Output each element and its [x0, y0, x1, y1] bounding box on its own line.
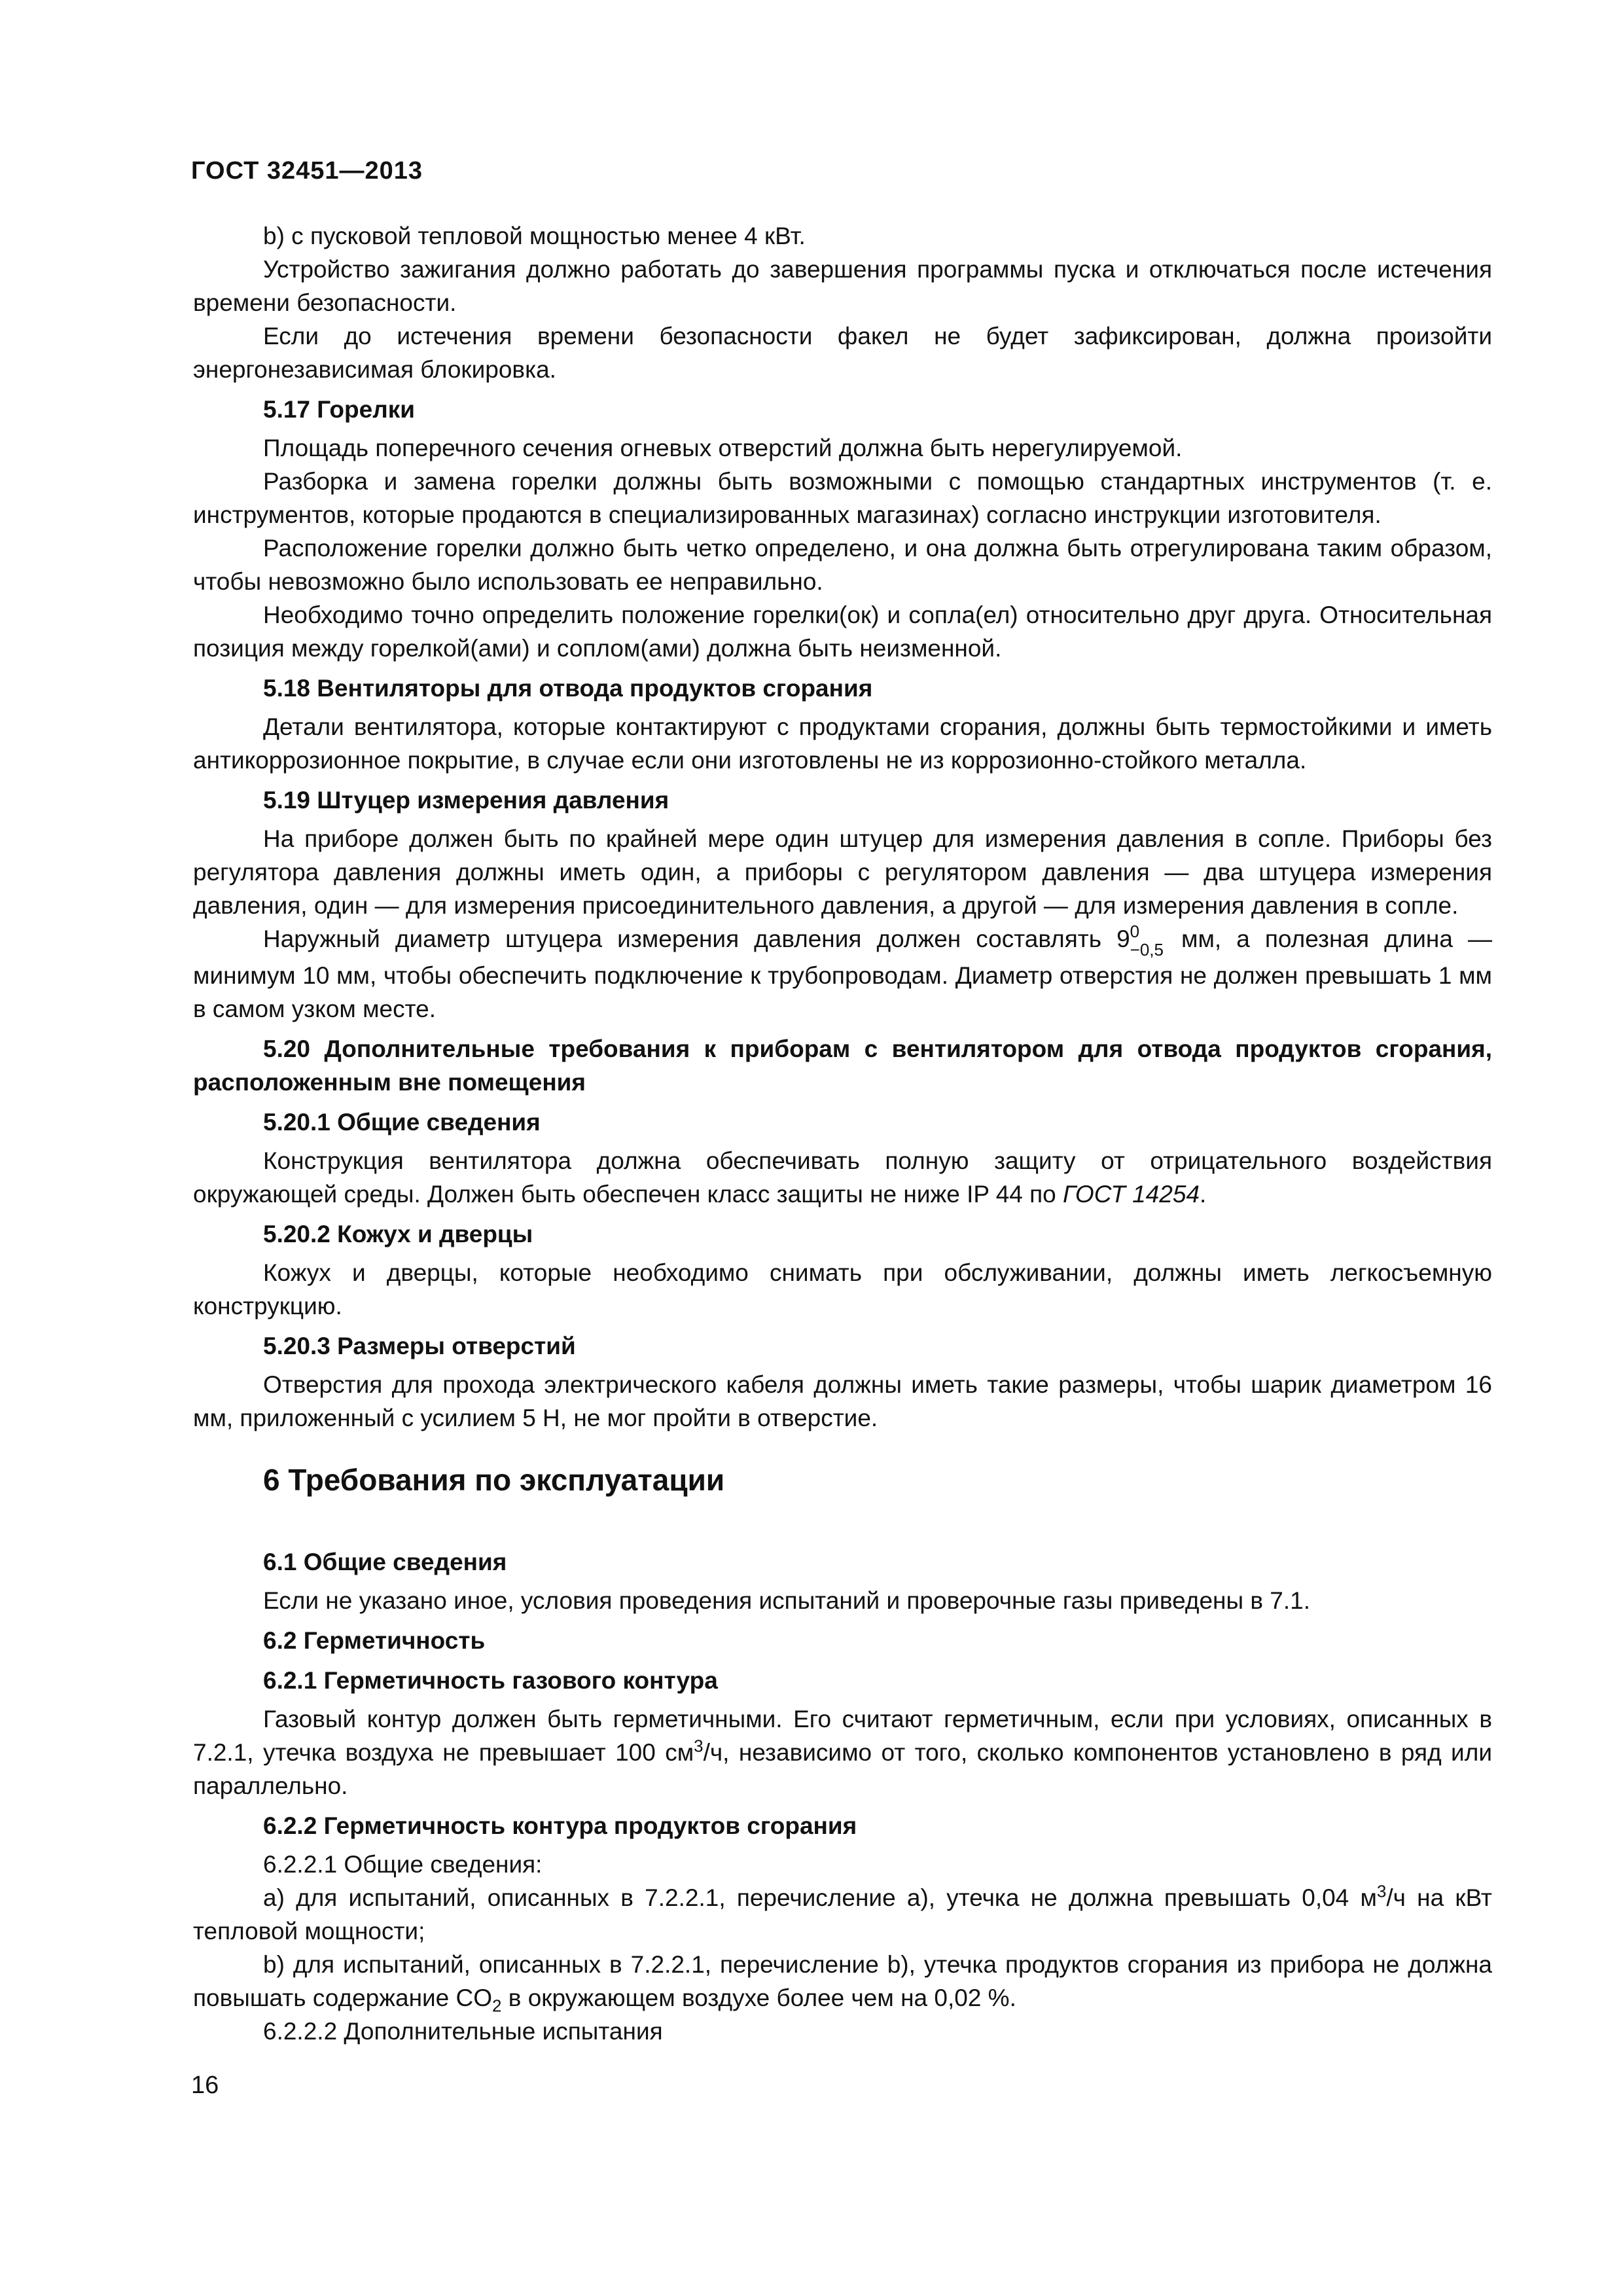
text-run: Наружный диаметр штуцера измерения давления должен составлять 9: [263, 925, 1130, 952]
section-heading-6-1: 6.1 Общие сведения: [263, 1549, 507, 1576]
text-run: b) для испытаний, описанных в 7.2.2.1, перечисление b), утечка продуктов сгорания из прибора не должна повышать содержание CO: [193, 1951, 1492, 2012]
paragraph: Расположение горелки должно быть четко определено, и она должна быть отрегулирована таким образом, чтобы невозможно было использовать ее неправильно.: [193, 535, 1492, 595]
paragraph: На приборе должен быть по крайней мере один штуцер для измерения давления в сопле. Приборы без регулятора давления должны иметь один, а приборы с регулятором давления — два штуцера измерения давления, один — для измерения присоединительного давления, а другой — для измерения давления в сопле.: [193, 825, 1492, 919]
standard-reference: ГОСТ 14254: [1063, 1181, 1200, 1208]
section-heading-5-17: 5.17 Горелки: [263, 396, 415, 423]
paragraph: [193, 1702, 1492, 1803]
superscript: 3: [694, 1736, 704, 1756]
section-heading-5-20-2: 5.20.2 Кожух и дверцы: [263, 1221, 533, 1248]
tolerance-upper: 0: [1130, 922, 1140, 942]
document-header: ГОСТ 32451—2013: [191, 157, 423, 185]
paragraph: Разборка и замена горелки должны быть возможными с помощью стандартных инструментов (т. е. инструментов, которые продаются в специализированных магазинах) согласно инструкции изготовителя.: [193, 468, 1492, 528]
page-number: 16: [191, 2072, 219, 2099]
subscript: 2: [492, 1996, 502, 2016]
text-run: Конструкция вентилятора должна обеспечивать полную защиту от отрицательного воздействия окружающей среды. Должен быть обеспечен класс защиты не ниже IP 44 по: [193, 1147, 1492, 1208]
section-heading-5-20-3: 5.20.3 Размеры отверстий: [263, 1333, 576, 1360]
paragraph: Отверстия для прохода электрического кабеля должны иметь такие размеры, чтобы шарик диаметром 16 мм, приложенный с усилием 5 Н, не мог пройти в отверстие.: [193, 1371, 1492, 1432]
paragraph: [193, 1881, 1492, 1948]
section-heading-5-19: 5.19 Штуцер измерения давления: [263, 787, 669, 814]
paragraph: b) с пусковой тепловой мощностью менее 4 кВт.: [263, 223, 806, 249]
tolerance-lower: −0,5: [1130, 940, 1164, 960]
paragraph: Необходимо точно определить положение горелки(ок) и сопла(ел) относительно друг друга. Относительная позиция между горелкой(ами) и соплом(ами) должна быть неизменной.: [193, 601, 1492, 662]
paragraph: Кожух и дверцы, которые необходимо снимать при обслуживании, должны иметь легкосъемную конструкцию.: [193, 1259, 1492, 1320]
section-heading-6-2: 6.2 Герметичность: [263, 1627, 486, 1655]
paragraph: Если не указано иное, условия проведения испытаний и проверочные газы приведены в 7.1.: [263, 1587, 1310, 1615]
text-run: в окружающем воздухе более чем на 0,02 %.: [501, 1984, 1016, 2012]
section-heading-5-18: 5.18 Вентиляторы для отвода продуктов сгорания: [263, 675, 873, 702]
chapter-heading-6: 6 Требования по эксплуатации: [263, 1463, 725, 1498]
text-run: /ч, независимо от того, сколько компонентов установлено в ряд или параллельно.: [193, 1739, 1492, 1800]
section-heading-6-2-2: 6.2.2 Герметичность контура продуктов сгорания: [263, 1812, 857, 1840]
text-run: Газовый контур должен быть герметичными. Его считают герметичным, если при условиях, описанных в 7.2.1, утечка воздуха не превышает 100 см: [193, 1706, 1492, 1767]
paragraph-with-tolerance: [193, 922, 1492, 1026]
section-heading-5-20-1: 5.20.1 Общие сведения: [263, 1109, 541, 1136]
section-heading-6-2-1: 6.2.1 Герметичность газового контура: [263, 1667, 718, 1695]
paragraph: Если до истечения времени безопасности факел не будет зафиксирован, должна произойти энергонезависимая блокировка.: [193, 323, 1492, 383]
text-run: a) для испытаний, описанных в 7.2.2.1, перечисление a), утечка не должна превышать 0,04 м: [263, 1884, 1377, 1912]
text-run: /ч на кВт тепловой мощности;: [193, 1884, 1492, 1945]
superscript: 3: [1376, 1881, 1387, 1901]
paragraph: [193, 1144, 1492, 1211]
paragraph: 6.2.2.2 Дополнительные испытания: [263, 2018, 663, 2045]
tolerance-value: [1130, 922, 1164, 959]
paragraph: [193, 1948, 1492, 2015]
paragraph: Площадь поперечного сечения огневых отверстий должна быть нерегулируемой.: [263, 435, 1183, 461]
paragraph: Устройство зажигания должно работать до завершения программы пуска и отключаться после истечения времени безопасности.: [193, 256, 1492, 316]
text-run: .: [1199, 1181, 1207, 1208]
document-body: [193, 219, 1492, 2048]
text-run: мм, а полезная длина — минимум 10 мм, чтобы обеспечить подключение к трубопроводам. Диаметр отверстия не должен превышать 1 мм в самом узком месте.: [193, 925, 1492, 1023]
paragraph: 6.2.2.1 Общие сведения:: [263, 1851, 543, 1878]
paragraph: Детали вентилятора, которые контактируют с продуктами сгорания, должны быть термостойкими и иметь антикоррозионное покрытие, в случае если они изготовлены не из коррозионно-стойкого металла.: [193, 713, 1492, 774]
section-heading-5-20: 5.20 Дополнительные требования к приборам с вентилятором для отвода продуктов сгорания, расположенным вне помещения: [193, 1035, 1492, 1096]
